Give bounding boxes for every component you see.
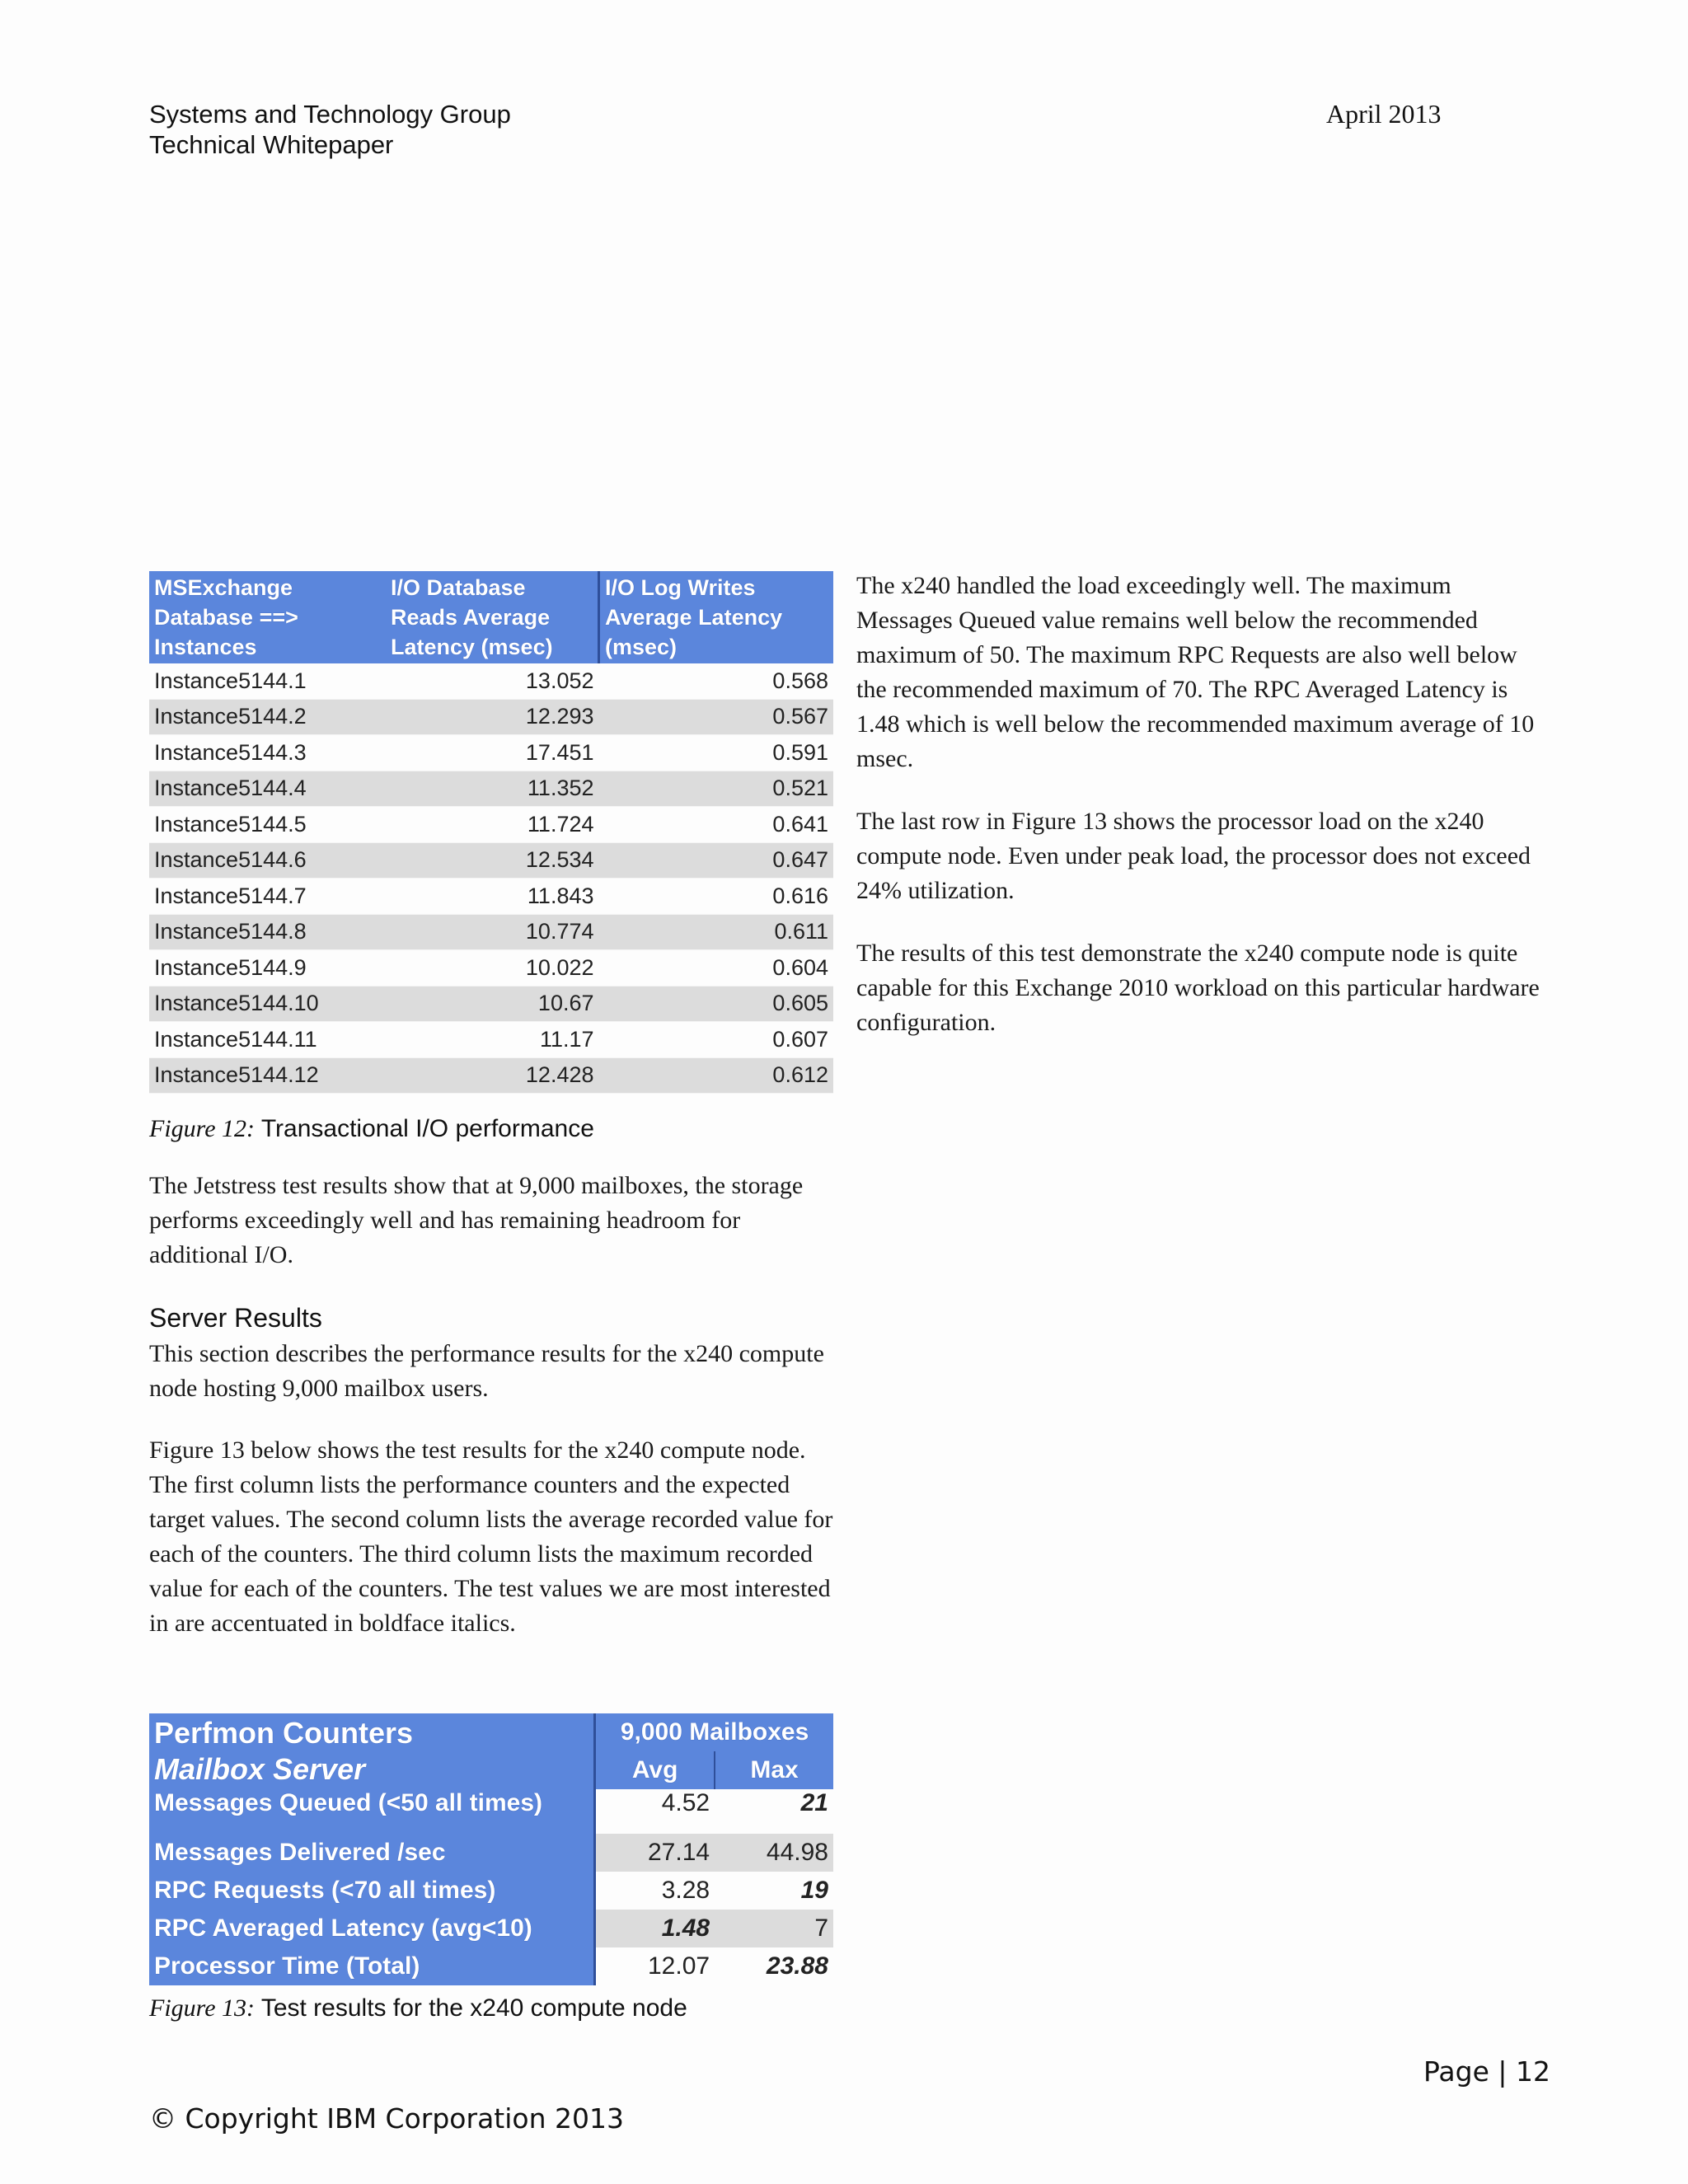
table-row: RPC Averaged Latency (avg<10) 1.48 7: [149, 1910, 833, 1947]
header-date: April 2013: [1326, 99, 1442, 129]
table-row: Instance5144.5 11.724 0.641: [149, 807, 833, 843]
table-row: Instance5144.4 11.352 0.521: [149, 771, 833, 807]
table-row: Instance5144.11 11.17 0.607: [149, 1022, 833, 1058]
jetstress-paragraph: The Jetstress test results show that at 9,000 mailboxes, the storage performs exceedingly well and has remaining headroom for additional I/O.: [149, 1172, 804, 1268]
header-instances: MSExchange Database ==> Instances: [149, 571, 386, 663]
right-paragraph-3: The results of this test demonstrate the x240 compute node is quite capable for this Exchange 2010 workload on this particular hardware configuration.: [856, 940, 1540, 1036]
table-row: Instance5144.12 12.428 0.612: [149, 1057, 833, 1094]
table-row: Instance5144.2 12.293 0.567: [149, 699, 833, 735]
figure-12-text: Transactional I/O performance: [255, 1115, 594, 1142]
table-row: Instance5144.8 10.774 0.611: [149, 914, 833, 950]
right-paragraph-1: The x240 handled the load exceedingly well. The maximum Messages Queued value remains well below the recommended maximum of 50. The maximum RPC Requests are also well below the recommended maximum of 70. The RPC Averaged Latency is 1.48 which is well below the recommended maximum average of 10 msec.: [856, 572, 1535, 772]
perfmon-title: Perfmon Counters: [154, 1716, 414, 1750]
server-results-paragraph-2: Figure 13 below shows the test results for the x240 compute node. The first column lists the performance counters and the expected target values. The second column lists the average recorded value for each of the counters. The third column lists the maximum recorded value for each of the counters. The test values we are most interested in are accentuated in boldface italics.: [149, 1436, 833, 1637]
mailboxes-group-header: 9,000 Mailboxes: [595, 1713, 833, 1751]
figure-12-caption: [149, 1115, 594, 1143]
table-row: Instance5144.10 10.67 0.605: [149, 986, 833, 1022]
table-row: Instance5144.7 11.843 0.616: [149, 879, 833, 915]
header-db-reads: I/O Database Reads Average Latency (msec): [386, 571, 599, 663]
table-header-row: [149, 571, 833, 663]
table-row: RPC Requests (<70 all times) 3.28 19: [149, 1872, 833, 1910]
table-row: Messages Delivered /sec 27.14 44.98: [149, 1834, 833, 1872]
server-results-paragraph-1: This section describes the performance results for the x240 compute node hosting 9,000 mailbox users.: [149, 1340, 824, 1402]
max-column-header: Max: [715, 1751, 833, 1789]
header-log-writes: I/O Log Writes Average Latency (msec): [599, 571, 834, 663]
figure-13-label: Figure 13:: [149, 1994, 256, 2022]
figure-13-caption: [149, 1994, 687, 2022]
figure-13-text: Test results for the x240 compute node: [255, 1994, 687, 2022]
header-left: [149, 99, 511, 160]
perfmon-table: [149, 1713, 833, 1985]
table-row: Instance5144.1 13.052 0.568: [149, 663, 833, 699]
table-row: Instance5144.6 12.534 0.647: [149, 842, 833, 879]
copyright: © Copyright IBM Corporation 2013: [149, 2102, 624, 2135]
page-number: Page | 12: [1423, 2055, 1550, 2088]
server-results-heading: Server Results: [149, 1303, 322, 1333]
perfmon-header-row-1: [149, 1713, 833, 1751]
figure-12-label: Figure 12:: [149, 1115, 256, 1142]
io-latency-table: [149, 571, 833, 1094]
avg-column-header: Avg: [595, 1751, 715, 1789]
perfmon-subtitle: Mailbox Server: [154, 1752, 366, 1786]
header-doc-type: Technical Whitepaper: [149, 130, 394, 159]
table-row: Messages Queued (<50 all times) 4.52 21: [149, 1789, 833, 1834]
perfmon-title-cell: [149, 1713, 595, 1789]
header-group: Systems and Technology Group: [149, 100, 511, 129]
table-row: Processor Time (Total) 12.07 23.88: [149, 1947, 833, 1985]
table-row: Instance5144.9 10.022 0.604: [149, 950, 833, 987]
table-row: Instance5144.3 17.451 0.591: [149, 735, 833, 771]
right-paragraph-2: The last row in Figure 13 shows the processor load on the x240 compute node. Even under peak load, the processor does not exceed 24% utilization.: [856, 808, 1531, 904]
